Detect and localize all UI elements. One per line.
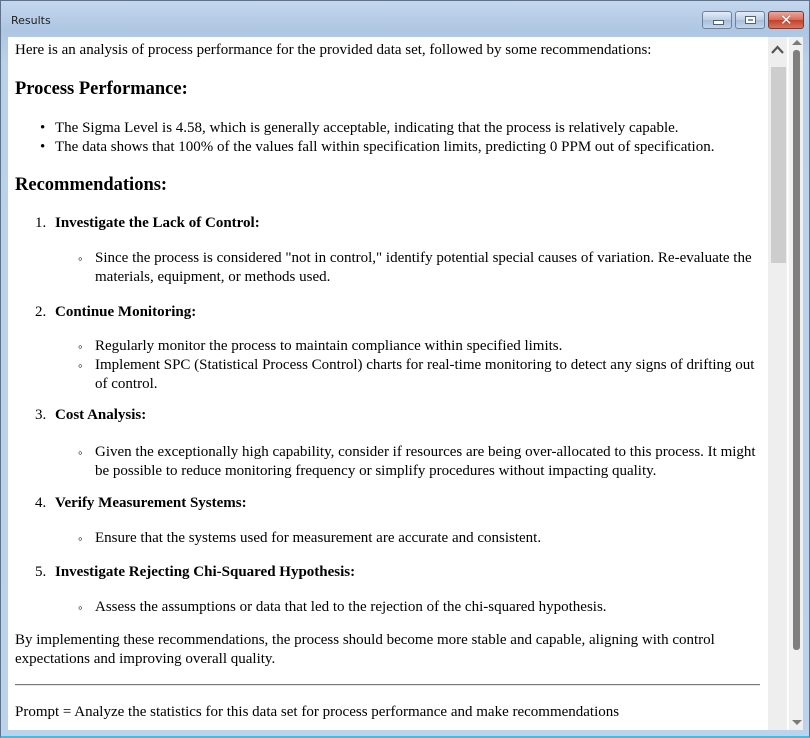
close-icon: ✕ [780, 11, 793, 29]
recommendation-points [78, 529, 768, 548]
maximize-button[interactable] [735, 11, 765, 29]
content-scrollbar-thumb[interactable] [771, 67, 786, 263]
performance-bullet: • The Sigma Level is 4.58, which is generally acceptable, indicating that the process is relatively capable. [38, 119, 714, 138]
recommendation-points [78, 249, 768, 287]
results-pane [8, 37, 803, 730]
closing-text: By implementing these recommendations, the process should become more stable and capable, aligning with control expectations and improving overall quality. [15, 632, 715, 667]
divider [15, 684, 760, 686]
prompt-text: Prompt = Analyze the statistics for this data set for process performance and make recommendations [15, 704, 620, 720]
recommendation-title [35, 563, 355, 582]
content-scrollbar[interactable] [768, 37, 787, 730]
recommendation-title-text: Investigate Rejecting Chi-Squared Hypothesis: [55, 564, 356, 580]
recommendation-point: ◦ Ensure that the systems used for measurement are accurate and consistent. [78, 529, 768, 548]
minimize-icon [713, 20, 724, 25]
recommendation-point: ◦ Given the exceptionally high capability, consider if resources are being over-allocated to this process. It might be possible to reduce monitoring frequency or simplify procedures without impacting quality. [78, 443, 768, 481]
minimize-button[interactable] [702, 11, 732, 29]
recommendation-title [35, 303, 196, 322]
recommendation-title [35, 494, 247, 513]
recommendation-number: 4. [35, 495, 47, 511]
close-button[interactable] [768, 11, 804, 29]
recommendations-heading: Recommendations: [15, 175, 168, 195]
performance-list [38, 119, 714, 157]
recommendation-number: 1. [35, 215, 47, 231]
window-scrollbar-thumb[interactable] [793, 50, 800, 650]
recommendation-title-text: Investigate the Lack of Control: [55, 215, 260, 231]
scroll-up-arrow-icon[interactable] [792, 40, 802, 45]
recommendation-points [78, 443, 768, 481]
recommendation-point: ◦ Regularly monitor the process to maintain compliance within specified limits. [78, 337, 768, 356]
window-title: Results [11, 14, 51, 27]
recommendation-point: ◦ Since the process is considered "not in control," identify potential special causes of variation. Re-evaluate the materials, equipment, or methods used. [78, 249, 768, 287]
recommendation-title [35, 214, 260, 233]
recommendation-title-text: Cost Analysis: [55, 407, 147, 423]
title-bar[interactable] [1, 1, 809, 37]
performance-bullet: • The data shows that 100% of the values fall within specification limits, predicting 0 PPM out of specification. [38, 138, 714, 157]
recommendation-point: ◦ Implement SPC (Statistical Process Control) charts for real-time monitoring to detect any signs of drifting out of control. [78, 356, 768, 394]
recommendation-point: ◦ Assess the assumptions or data that led to the rejection of the chi-squared hypothesis. [78, 598, 768, 617]
window-scrollbar[interactable] [788, 37, 803, 730]
recommendation-title-text: Verify Measurement Systems: [55, 495, 247, 511]
recommendation-title [35, 406, 146, 425]
recommendation-number: 2. [35, 304, 47, 320]
recommendation-points [78, 337, 768, 394]
results-content [8, 37, 768, 730]
chevron-up-icon[interactable] [770, 43, 785, 57]
recommendation-number: 3. [35, 407, 47, 423]
scroll-down-arrow-icon[interactable] [792, 720, 802, 725]
intro-text: Here is an analysis of process performance for the provided data set, followed by some recommendations: [15, 42, 652, 58]
recommendation-points [78, 598, 768, 617]
recommendation-number: 5. [35, 564, 47, 580]
recommendation-title-text: Continue Monitoring: [55, 304, 197, 320]
process-performance-heading: Process Performance: [15, 79, 188, 99]
maximize-icon [745, 16, 756, 24]
